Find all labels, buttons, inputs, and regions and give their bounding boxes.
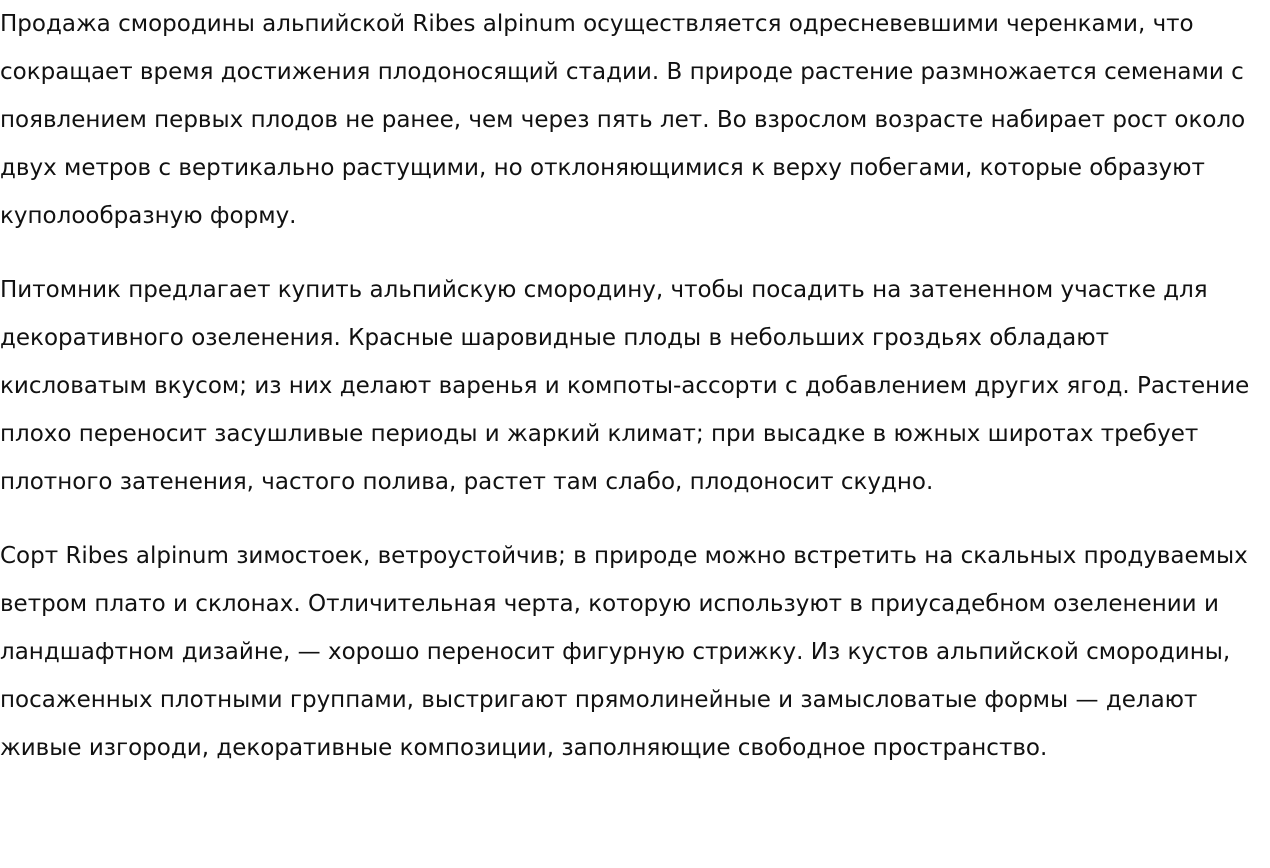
article-paragraph-3: Сорт Ribes alpinum зимостоек, ветроустойчив; в природе можно встретить на скальных продуваемых ветром плато и склонах. Отличительная черта, которую используют в приусадебном озеленении и ландшафтном дизайне, — хорошо переносит фигурную стрижку. Из кустов альпийской смородины, посаженных плотными группами, выстригают прямолинейные и замысловатые формы — делают живые изгороди, декоративные композиции, заполняющие свободное пространство. xyxy=(0,543,1248,761)
article-paragraph-1: Продажа смородины альпийской Ribes alpinum осуществляется одресневевшими черенками, что сокращает время достижения плодоносящий стадии. В природе растение размножается семенами с появлением первых плодов не ранее, чем через пять лет. Во взрослом возрасте набирает рост около двух метров с вертикально растущими, но отклоняющимися к верху побегами, которые образуют куполообразную форму. xyxy=(0,11,1246,229)
article-paragraph-2: Питомник предлагает купить альпийскую смородину, чтобы посадить на затененном участке для декоративного озеленения. Красные шаровидные плоды в небольших гроздьях обладают кисловатым вкусом; из них делают варенья и компоты-ассорти с добавлением других ягод. Растение плохо переносит засушливые периоды и жаркий климат; при высадке в южных широтах требует плотного затенения, частого полива, растет там слабо, плодоносит скудно. xyxy=(0,277,1250,495)
